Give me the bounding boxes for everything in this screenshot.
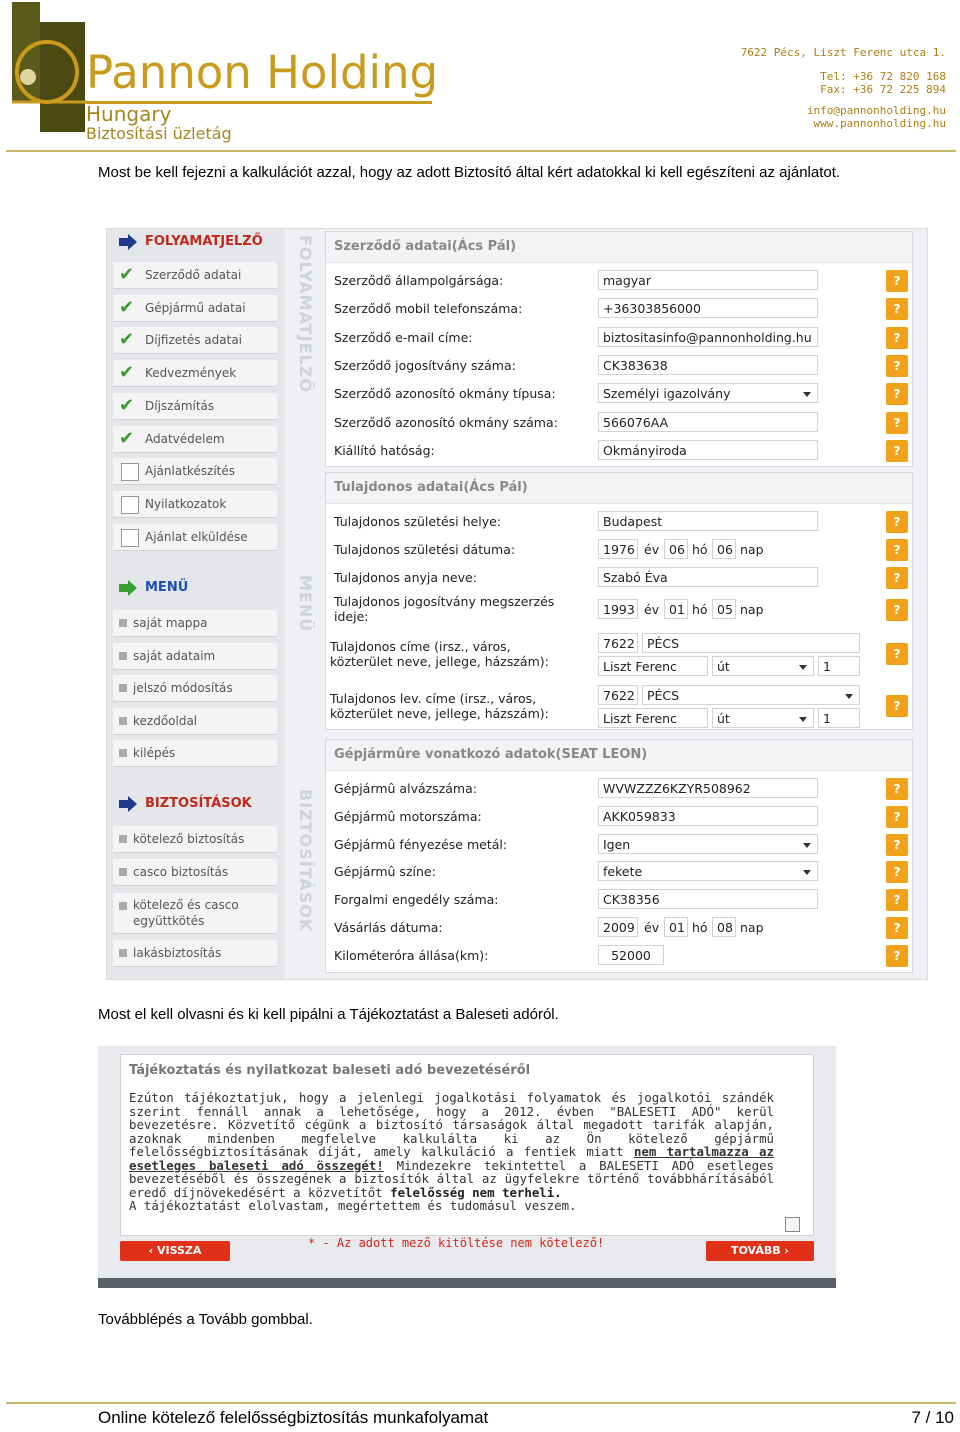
mother-name-field[interactable]: Szabó Éva (598, 567, 818, 587)
field-label: Szerződő mobil telefonszáma: (334, 301, 523, 317)
vehicle-field-row (334, 859, 904, 885)
field-label: Szerződő jogosítvány száma: (334, 357, 516, 373)
help-button[interactable]: ? (886, 355, 908, 377)
progress-step (113, 426, 277, 453)
checkmark-icon: ✔ (119, 427, 135, 449)
mail-city-select[interactable]: PÉCS (642, 685, 860, 705)
progress-step (113, 327, 277, 354)
bullet-icon (119, 949, 127, 957)
menu-item-label: kilépés (133, 746, 176, 761)
menu-item[interactable] (113, 610, 277, 637)
field-label: Szerződő állampolgársága: (334, 273, 504, 288)
progress-step-label: Ajánlat elküldése (145, 529, 248, 544)
menu-item-label: jelszó módosítás (133, 681, 233, 696)
bullet-icon (119, 717, 127, 725)
house-number-field[interactable]: 1 (818, 656, 860, 676)
footer-title: Online kötelező felelősségbiztosítás munkafolyamat (98, 1408, 489, 1427)
contractor-field-row (334, 438, 904, 464)
unit-day: nap (740, 542, 764, 557)
birth-month-field[interactable]: 06 (664, 539, 688, 559)
acknowledge-text: A tájékoztatást elolvastam, megértettem és tudomásul veszem. (129, 1198, 577, 1213)
help-button[interactable]: ? (886, 861, 908, 883)
vehicle-field-row (334, 776, 904, 802)
field-label: Tulajdonos jogosítvány megszerzés ideje: (334, 594, 555, 624)
unit-month: hó (692, 602, 708, 617)
progress-step-label: Ajánlatkészítés (145, 464, 236, 479)
bullet-icon (119, 902, 127, 910)
vehicle-panel (325, 739, 913, 973)
contractor-field-row (334, 296, 904, 322)
birth-day-field[interactable]: 06 (712, 539, 736, 559)
contractor-field-row (334, 381, 904, 407)
help-button[interactable]: ? (886, 440, 908, 462)
license-year-field[interactable]: 1993 (598, 599, 638, 619)
unit-year: év (644, 602, 660, 617)
progress-step-label: Nyilatkozatok (145, 496, 227, 511)
contractor-field-value[interactable]: Okmányiroda (598, 440, 818, 460)
progress-step-label: Díjfizetés adatai (145, 333, 243, 348)
owner-mother-row (334, 565, 904, 591)
unit-year: év (644, 542, 660, 557)
help-button[interactable]: ? (886, 383, 908, 405)
progress-title: FOLYAMATJELZŐ (145, 234, 263, 249)
company-web: www.pannonholding.hu (813, 117, 946, 130)
site-nav-bar (98, 1278, 836, 1288)
help-button[interactable]: ? (886, 695, 908, 717)
purchase-month-field[interactable]: 01 (664, 917, 688, 937)
paragraph-3: Továbblépés a Tovább gombbal. (98, 1311, 313, 1328)
birthplace-field[interactable]: Budapest (598, 511, 818, 531)
contractor-field-value[interactable]: +36303856000 (598, 298, 818, 318)
help-button[interactable]: ? (886, 412, 908, 434)
vehicle-field-row (334, 804, 904, 830)
street-field[interactable]: Liszt Ferenc (598, 656, 708, 676)
brand-name: Pannon Holding (86, 46, 439, 99)
field-label: Szerződő azonosító okmány száma: (334, 414, 558, 430)
paragraph-1: Most be kell fejezni a kalkulációt azzal, hogy az adott Biztosító által kért adatokkal ki kell egészíteni az ajánlatot. (98, 164, 841, 181)
progress-step (113, 393, 277, 420)
bullet-icon (119, 684, 127, 692)
field-label: Kiállító hatóság: (334, 442, 435, 458)
contractor-panel (325, 231, 913, 467)
purchase-day-field[interactable]: 08 (712, 917, 736, 937)
odometer-field[interactable]: 52000 (598, 945, 664, 965)
progress-step (113, 458, 277, 485)
help-button[interactable]: ? (886, 599, 908, 621)
menu-title: MENÜ (145, 580, 189, 595)
help-button[interactable]: ? (886, 511, 908, 533)
insurance-item[interactable] (113, 940, 277, 967)
body-part-2: Mindezekre tekintettel a BALESETI ADÓ esetleges bevezetéséből és összegének a biztosítók által az ügyfelekre történő továbbhárításából eredő díjnövekedésért a közvetítőt (129, 1157, 774, 1200)
arrow-right-icon (117, 795, 139, 813)
optional-field-note: * - Az adott mező kitöltése nem kötelező! (308, 1236, 605, 1250)
help-button[interactable]: ? (886, 945, 908, 967)
license-month-field[interactable]: 01 (664, 599, 688, 619)
company-logo (10, 0, 460, 150)
field-label: Forgalmi engedély száma: (334, 892, 499, 908)
insurance-item[interactable] (113, 826, 277, 853)
progress-step (113, 262, 277, 289)
owner-birthplace-row (334, 509, 904, 535)
brand-sub-hungary: Hungary (86, 102, 172, 126)
zip-field[interactable]: 7622 (598, 633, 638, 653)
contractor-field-value[interactable]: CK383638 (598, 355, 818, 375)
unit-month: hó (692, 920, 708, 935)
empty-checkbox-icon (121, 463, 139, 481)
contractor-field-row (334, 353, 904, 379)
vehicle-field-value[interactable]: Igen (598, 834, 818, 854)
unit-month: hó (692, 542, 708, 557)
insurance-item-label: kötelező és casco együttkötés (133, 898, 239, 928)
help-button[interactable]: ? (886, 327, 908, 349)
field-label: Gépjármû alvázszáma: (334, 781, 477, 796)
checkmark-icon: ✔ (119, 296, 135, 318)
mail-street-type-select[interactable]: út (712, 708, 814, 728)
field-label: Vásárlás dátuma: (334, 920, 443, 935)
field-label: Szerződő e-mail címe: (334, 329, 473, 345)
vehicle-field-value[interactable]: WVWZZZ6KZYR508962 (598, 778, 818, 798)
unit-day: nap (740, 602, 764, 617)
field-label: Tulajdonos születési dátuma: (334, 542, 516, 557)
progress-step (113, 295, 277, 322)
owner-address-row (330, 631, 904, 679)
field-label: Gépjármû színe: (334, 864, 436, 880)
page-number: 7 / 10 (911, 1408, 954, 1427)
next-button[interactable]: TOVÁBB › (706, 1241, 814, 1261)
progress-strip: FOLYAMATJELZŐ (296, 235, 315, 393)
purchase-date-row (334, 915, 904, 941)
bullet-icon (119, 749, 127, 757)
help-button[interactable]: ? (886, 889, 908, 911)
birth-year-field[interactable]: 1976 (598, 539, 638, 559)
body-part-1: Ezúton tájékoztatjuk, hogy a jelenlegi jogalkotási folyamatok és jogalkotói szándék szerint fennáll annak a lehetősége, hogy a 2012. évben "BALESETI ADÓ" kerül bevezetésre. Közvetítő cégünk a biztosító társaságok által megadott tarifák alapján, azoknak mindenben megfelelve kalkulálta ki az Ön kötelező gépjármű felelősségbiztosításának díját, amely kalkuláció a fentiek miatt (129, 1090, 774, 1159)
brand-sub-division: Biztosítási üzletág (86, 124, 232, 143)
acknowledge-checkbox[interactable] (785, 1217, 800, 1232)
form-screenshot (106, 228, 928, 980)
vehicle-panel-title: Gépjármûre vonatkozó adatok(SEAT LEON) (326, 740, 912, 771)
menu-item[interactable] (113, 708, 277, 735)
contractor-field-value[interactable]: 566076AA (598, 412, 818, 432)
help-button[interactable]: ? (886, 298, 908, 320)
empty-checkbox-icon (121, 496, 139, 514)
menu-item-label: saját adataim (133, 648, 216, 663)
contractor-field-value[interactable]: Személyi igazolvány (598, 383, 818, 403)
checkmark-icon: ✔ (119, 362, 135, 384)
progress-step (113, 491, 277, 518)
mail-street-field[interactable]: Liszt Ferenc (598, 708, 708, 728)
field-label: Gépjármû motorszáma: (334, 808, 482, 824)
vehicle-field-value[interactable]: fekete (598, 861, 818, 881)
arrow-right-icon (117, 233, 139, 251)
help-button[interactable]: ? (886, 917, 908, 939)
accident-tax-title: Tájékoztatás és nyilatkozat baleseti adó bevezetéséről (129, 1063, 531, 1078)
company-address: 7622 Pécs, Liszt Ferenc utca 1. (740, 46, 946, 59)
mail-zip-field[interactable]: 7622 (598, 685, 638, 705)
help-button[interactable]: ? (886, 270, 908, 292)
owner-mail-address-row (330, 683, 904, 731)
unit-year: év (644, 920, 660, 935)
city-field[interactable]: PÉCS (642, 633, 860, 653)
menu-header (113, 575, 277, 601)
help-button[interactable]: ? (886, 567, 908, 589)
owner-license-row (334, 591, 904, 627)
menu-item[interactable] (113, 675, 277, 702)
contractor-panel-title: Szerződő adatai(Ács Pál) (326, 232, 912, 263)
bullet-icon (119, 652, 127, 660)
street-type-select[interactable]: út (712, 656, 814, 676)
bullet-icon (119, 868, 127, 876)
purchase-year-field[interactable]: 2009 (598, 917, 638, 937)
contractor-field-value[interactable]: biztositasinfo@pannonholding.hu (598, 327, 818, 347)
contractor-field-row (334, 410, 904, 436)
field-label: Kilométeróra állása(km): (334, 948, 489, 963)
contractor-field-row (334, 268, 904, 294)
insurance-item-label: kötelező biztosítás (133, 832, 245, 846)
progress-step (113, 360, 277, 387)
field-label: Szerződő azonosító okmány típusa: (334, 386, 556, 402)
progress-step-label: Adatvédelem (145, 431, 225, 446)
field-label: Tulajdonos születési helye: (334, 514, 501, 529)
progress-step-label: Díjszámítás (145, 398, 215, 413)
field-label: Tulajdonos anyja neve: (334, 570, 477, 585)
owner-panel-title: Tulajdonos adatai(Ács Pál) (326, 473, 912, 504)
owner-panel (325, 472, 913, 730)
help-button[interactable]: ? (886, 778, 908, 800)
body-bold: felelősség nem terheli. (390, 1184, 562, 1200)
vehicle-field-value[interactable]: CK38356 (598, 889, 818, 909)
menu-item-label: saját mappa (133, 616, 208, 630)
help-button[interactable]: ? (886, 806, 908, 828)
progress-step-label: Gépjármű adatai (145, 300, 246, 315)
arrow-right-icon (117, 579, 139, 597)
bullet-icon (119, 835, 127, 843)
insurance-item-label: casco biztosítás (133, 865, 229, 879)
insurance-item[interactable] (113, 893, 277, 934)
odometer-row (334, 943, 904, 969)
help-button[interactable]: ? (886, 539, 908, 561)
vehicle-field-row (334, 887, 904, 913)
progress-step-label: Szerződő adatai (145, 268, 242, 282)
accident-tax-text (129, 1091, 774, 1213)
company-fax: Fax: +36 72 225 894 (820, 83, 946, 96)
field-label: Gépjármû fényezése metál: (334, 836, 508, 852)
progress-header (113, 229, 277, 255)
accident-tax-panel (120, 1054, 814, 1236)
body-underlined: nem tartalmazza az esetleges baleseti adó összegét! (129, 1144, 774, 1173)
bullet-icon (119, 619, 127, 627)
checkmark-icon: ✔ (119, 264, 135, 285)
menu-strip: MENÜ (296, 575, 315, 633)
company-email: info@pannonholding.hu (806, 104, 946, 117)
footer-divider (6, 1402, 956, 1404)
owner-birthdate-row (334, 537, 904, 563)
checkmark-icon: ✔ (119, 394, 135, 416)
vehicle-field-value[interactable]: AKK059833 (598, 806, 818, 826)
field-label: Tulajdonos címe (irsz., város, közterület neve, jellege, házszám): (330, 639, 549, 669)
field-label: Tulajdonos lev. címe (irsz., város, közterület neve, jellege, házszám): (330, 691, 549, 721)
menu-item-label: kezdőoldal (133, 713, 198, 728)
menu-item[interactable] (113, 643, 277, 670)
accident-tax-screenshot (98, 1046, 836, 1288)
header-divider (6, 150, 956, 152)
insurance-item-label: lakásbiztosítás (133, 946, 222, 960)
back-button[interactable]: ‹ VISSZA (120, 1241, 230, 1261)
paragraph-2: Most el kell olvasni és ki kell pipálni a Tájékoztatást a Baleseti adóról. (98, 1006, 559, 1023)
contractor-field-value[interactable]: magyar (598, 270, 818, 290)
license-day-field[interactable]: 05 (712, 599, 736, 619)
contractor-field-row (334, 325, 904, 351)
mail-house-number-field[interactable]: 1 (818, 708, 860, 728)
progress-step (113, 524, 277, 551)
unit-day: nap (740, 920, 764, 935)
empty-checkbox-icon (121, 529, 139, 547)
insurance-title: BIZTOSÍTÁSOK (145, 796, 252, 811)
insurance-strip: BIZTOSÍTÁSOK (296, 789, 315, 933)
insurance-item[interactable] (113, 859, 277, 886)
menu-item[interactable] (113, 740, 277, 767)
progress-step-label: Kedvezmények (145, 366, 237, 381)
help-button[interactable]: ? (886, 834, 908, 856)
company-tel: Tel: +36 72 820 168 (820, 70, 946, 83)
vehicle-field-row (334, 832, 904, 858)
insurance-header (113, 791, 277, 817)
help-button[interactable]: ? (886, 643, 908, 665)
checkmark-icon: ✔ (119, 329, 135, 351)
